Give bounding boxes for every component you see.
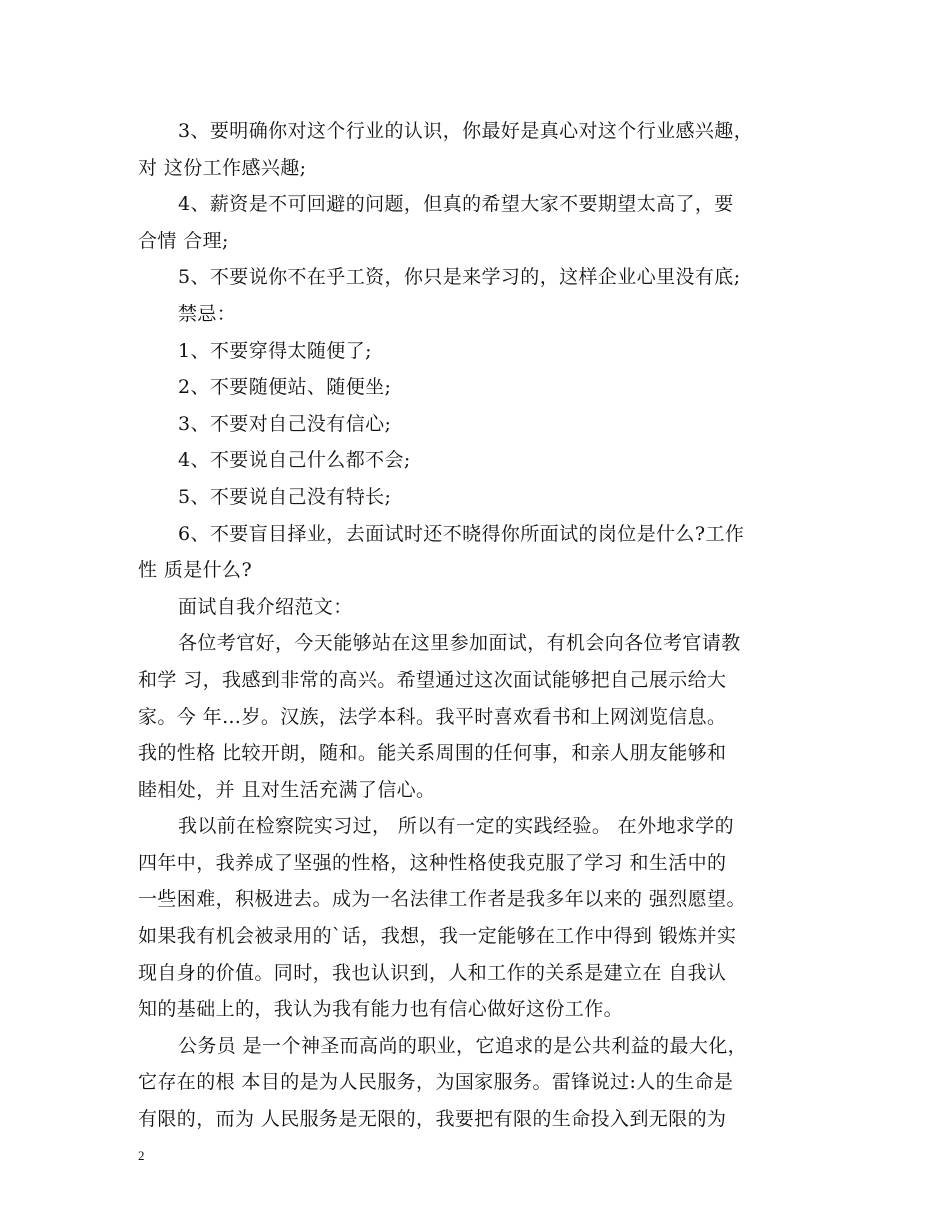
text-line: 1、不要穿得太随便了; [178, 339, 372, 362]
text-line: 对 这份工作感兴趣; [138, 156, 307, 179]
text-line: 4、不要说自己什么都不会; [178, 449, 411, 472]
text-line: 和学 习，我感到非常的高兴。希望通过这次面试能够把自己展示给大 [138, 668, 727, 691]
text-line: 四年中，我养成了坚强的性格，这种性格使我克服了学习 和生活中的 [138, 851, 727, 874]
text-line: 面试自我介绍范文： [178, 595, 353, 618]
text-line: 5、不要说你不在乎工资，你只是来学习的，这样企业心里没有底; [178, 266, 741, 289]
text-line: 我的性格 比较开朗，随和。能关系周围的任何事，和亲人朋友能够和 [138, 742, 727, 765]
text-line: 现自身的价值。同时，我也认识到，人和工作的关系是建立在 自我认 [138, 961, 727, 984]
text-line: 它存在的根 本目的是为人民服务，为国家服务。雷锋说过:人的生命是 [138, 1071, 734, 1094]
text-line: 知的基础上的，我认为我有能力也有信心做好这份工作。 [138, 998, 624, 1021]
text-line: 合情 合理; [138, 229, 229, 252]
text-line: 公务员 是一个神圣而高尚的职业，它追求的是公共利益的最大化， [178, 1034, 748, 1057]
text-line: 各位考官好，今天能够站在这里参加面试，有机会向各位考官请教 [178, 632, 741, 655]
text-line: 禁忌： [178, 302, 237, 325]
text-line: 3、要明确你对这个行业的认识，你最好是真心对这个行业感兴趣， [178, 120, 754, 142]
text-line: 3、不要对自己没有信心; [178, 412, 392, 435]
text-line: 4、薪资是不可回避的问题，但真的希望大家不要期望太高了，要 [178, 193, 734, 216]
text-line: 一些困难，积极进去。成为一名法律工作者是我多年以来的 强烈愿望。 [138, 888, 746, 911]
text-line: 睦相处，并 且对生活充满了信心。 [138, 778, 436, 801]
document-body [138, 113, 820, 1138]
text-line: 性 质是什么? [138, 559, 253, 582]
text-line: 我以前在检察院实习过， 所以有一定的实践经验。 在外地求学的 [178, 815, 735, 838]
page-number: 2 [138, 1148, 145, 1163]
text-line: 5、不要说自己没有特长; [178, 485, 392, 508]
text-line: 6、不要盲目择业，去面试时还不晓得你所面试的岗位是什么?工作 [178, 522, 745, 545]
text-line: 家。今 年…岁。汉族，法学本科。我平时喜欢看书和上网浏览信息。 [138, 705, 727, 728]
text-line: 2、不要随便站、随便坐; [178, 376, 392, 399]
text-line: 有限的，而为 人民服务是无限的，我要把有限的生命投入到无限的为 [138, 1108, 727, 1131]
text-line: 如果我有机会被录用的`话，我想，我一定能够在工作中得到 锻炼并实 [138, 925, 737, 948]
